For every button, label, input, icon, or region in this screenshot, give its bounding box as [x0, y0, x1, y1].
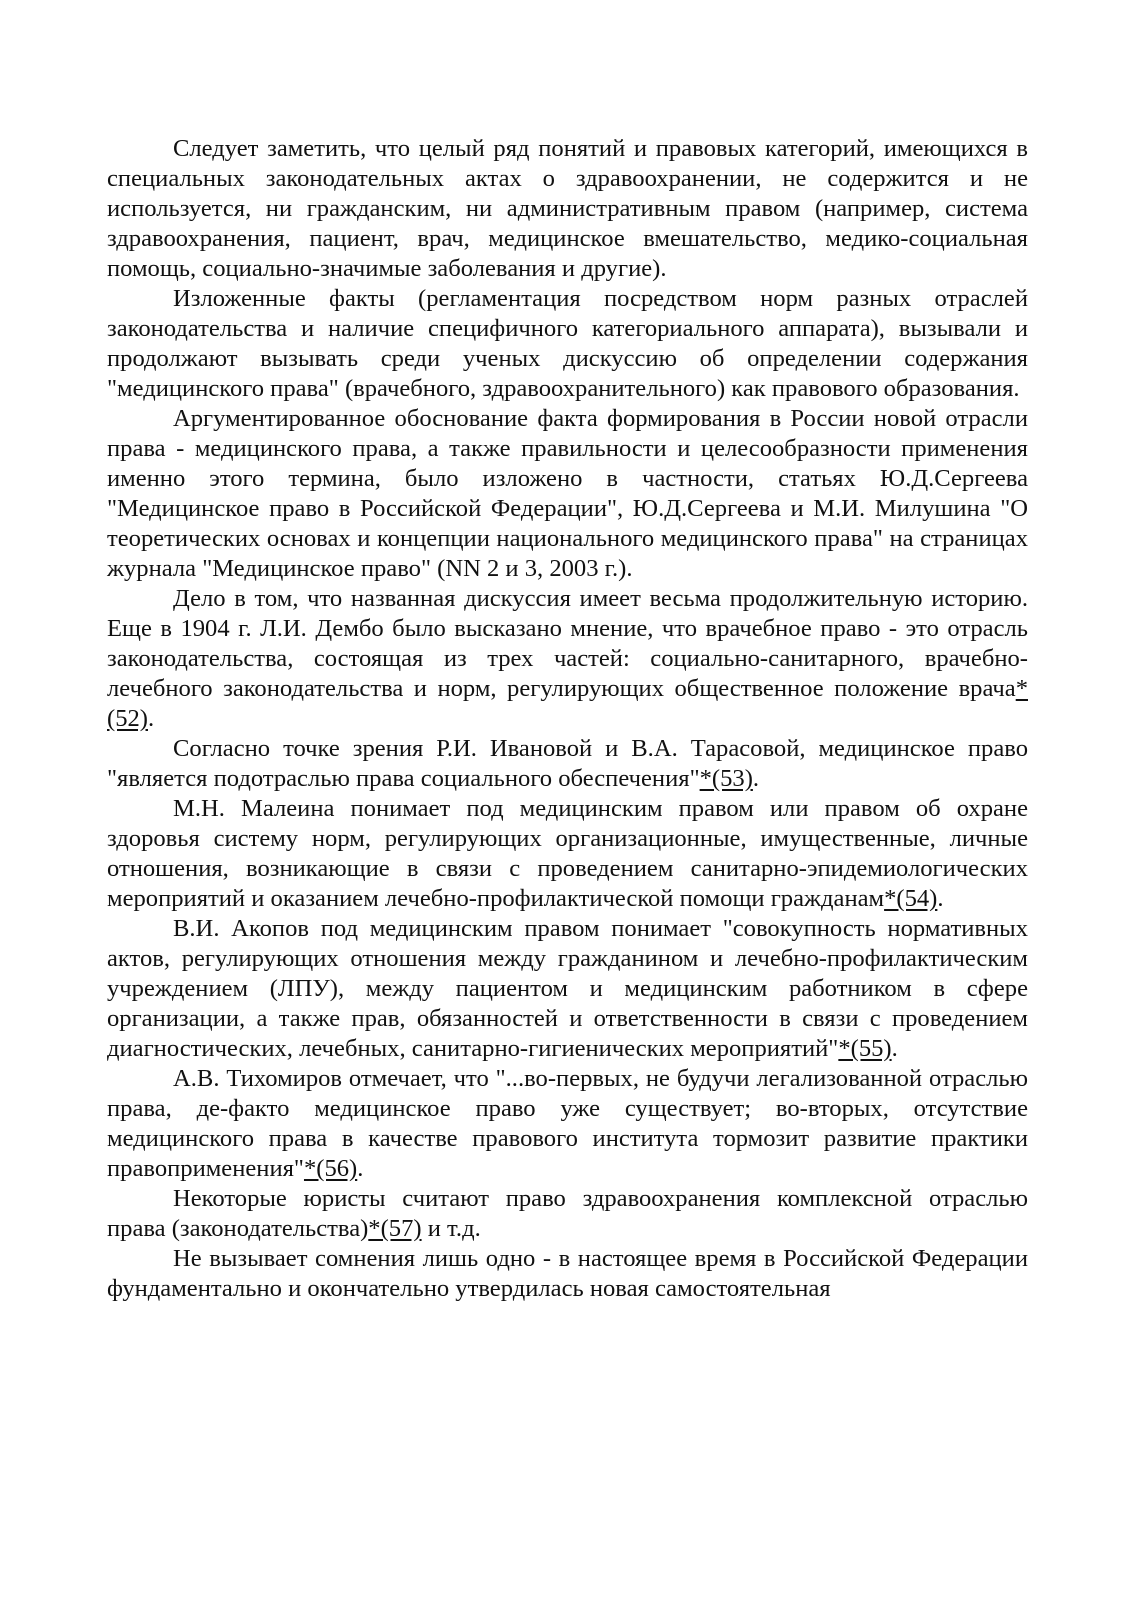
paragraph-5	[107, 734, 1028, 794]
paragraph-text: Дело в том, что названная дискуссия имеет весьма продолжительную историю. Еще в 1904 г. Л.И. Дембо было высказано мнение, что врачебное право - это отрасль законодательства, состоящая из трех частей: социально-санитарного, врачебно-лечебного законодательства и норм, регулирующих общественное положение врача	[107, 585, 1028, 702]
footnote-link-54[interactable]: *(54)	[884, 885, 938, 912]
paragraph-text: В.И. Акопов под медицинским правом понимает "совокупность нормативных актов, регулирующих отношения между гражданином и лечебно-профилактическим учреждением (ЛПУ), между пациентом и медицинским работником в сфере организации, а также прав, обязанностей и ответственности в связи с проведением диагностических, лечебных, санитарно-гигиенических мероприятий"	[107, 915, 1028, 1062]
paragraph-6	[107, 794, 1028, 914]
paragraph-text-tail: .	[357, 1155, 364, 1182]
footnote-link-55[interactable]: *(55)	[838, 1035, 892, 1062]
paragraph-text: Согласно точке зрения Р.И. Ивановой и В.А. Тарасовой, медицинское право "является подотраслью права социального обеспечения"	[107, 735, 1028, 792]
paragraph-text: Аргументированное обоснование факта формирования в России новой отрасли права - медицинского права, а также правильности и целесообразности применения именно этого термина, было изложено в частности, статьях Ю.Д.Сергеева "Медицинское право в Российской Федерации", Ю.Д.Сергеева и М.И. Милушина "О теоретических основах и концепции национального медицинского права" на страницах журнала "Медицинское право" (NN 2 и 3, 2003 г.).	[107, 405, 1028, 582]
paragraph-7	[107, 914, 1028, 1064]
paragraph-1	[107, 134, 1028, 284]
paragraph-text: Следует заметить, что целый ряд понятий и правовых категорий, имеющихся в специальных законодательных актах о здравоохранении, не содержится и не используется, ни гражданским, ни административным правом (например, система здравоохранения, пациент, врач, медицинское вмешательство, медико-социальная помощь, социально-значимые заболевания и другие).	[107, 135, 1028, 282]
paragraph-8	[107, 1064, 1028, 1184]
paragraph-text-tail: .	[891, 1035, 898, 1062]
paragraph-text-tail: и т.д.	[421, 1215, 481, 1242]
paragraph-text: Изложенные факты (регламентация посредством норм разных отраслей законодательства и наличие специфичного категориального аппарата), вызывали и продолжают вызывать среди ученых дискуссию об определении содержания "медицинского права" (врачебного, здравоохранительного) как правового образования.	[107, 285, 1028, 402]
paragraph-text-tail: .	[752, 765, 760, 792]
paragraph-text-tail: .	[147, 705, 155, 732]
paragraph-text: М.Н. Малеина понимает под медицинским правом или правом об охране здоровья систему норм, регулирующих организационные, имущественные, личные отношения, возникающие в связи с проведением санитарно-эпидемиологических мероприятий и оказанием лечебно-профилактической помощи гражданам	[107, 795, 1028, 912]
paragraph-2	[107, 284, 1028, 404]
paragraph-10	[107, 1244, 1028, 1304]
footnote-link-57[interactable]: *(57)	[368, 1215, 422, 1242]
paragraph-4	[107, 584, 1028, 734]
paragraph-text: А.В. Тихомиров отмечает, что "...во-первых, не будучи легализованной отраслью права, де-факто медицинское право уже существует; во-вторых, отсутствие медицинского права в качестве правового института тормозит развитие практики правоприменения"	[107, 1065, 1028, 1182]
paragraph-text-tail: .	[937, 885, 944, 912]
paragraph-3	[107, 404, 1028, 584]
footnote-link-53[interactable]: *(53)	[699, 765, 753, 792]
footnote-link-52[interactable]: *(52)	[107, 675, 1028, 732]
paragraph-text: Некоторые юристы считают право здравоохранения комплексной отраслью права (законодательства)	[107, 1185, 1028, 1242]
footnote-link-56[interactable]: *(56)	[303, 1155, 358, 1182]
document-body	[107, 134, 1028, 1304]
paragraph-text: Не вызывает сомнения лишь одно - в настоящее время в Российской Федерации фундаментально и окончательно утвердилась новая самостоятельная	[107, 1245, 1028, 1302]
paragraph-9	[107, 1184, 1028, 1244]
